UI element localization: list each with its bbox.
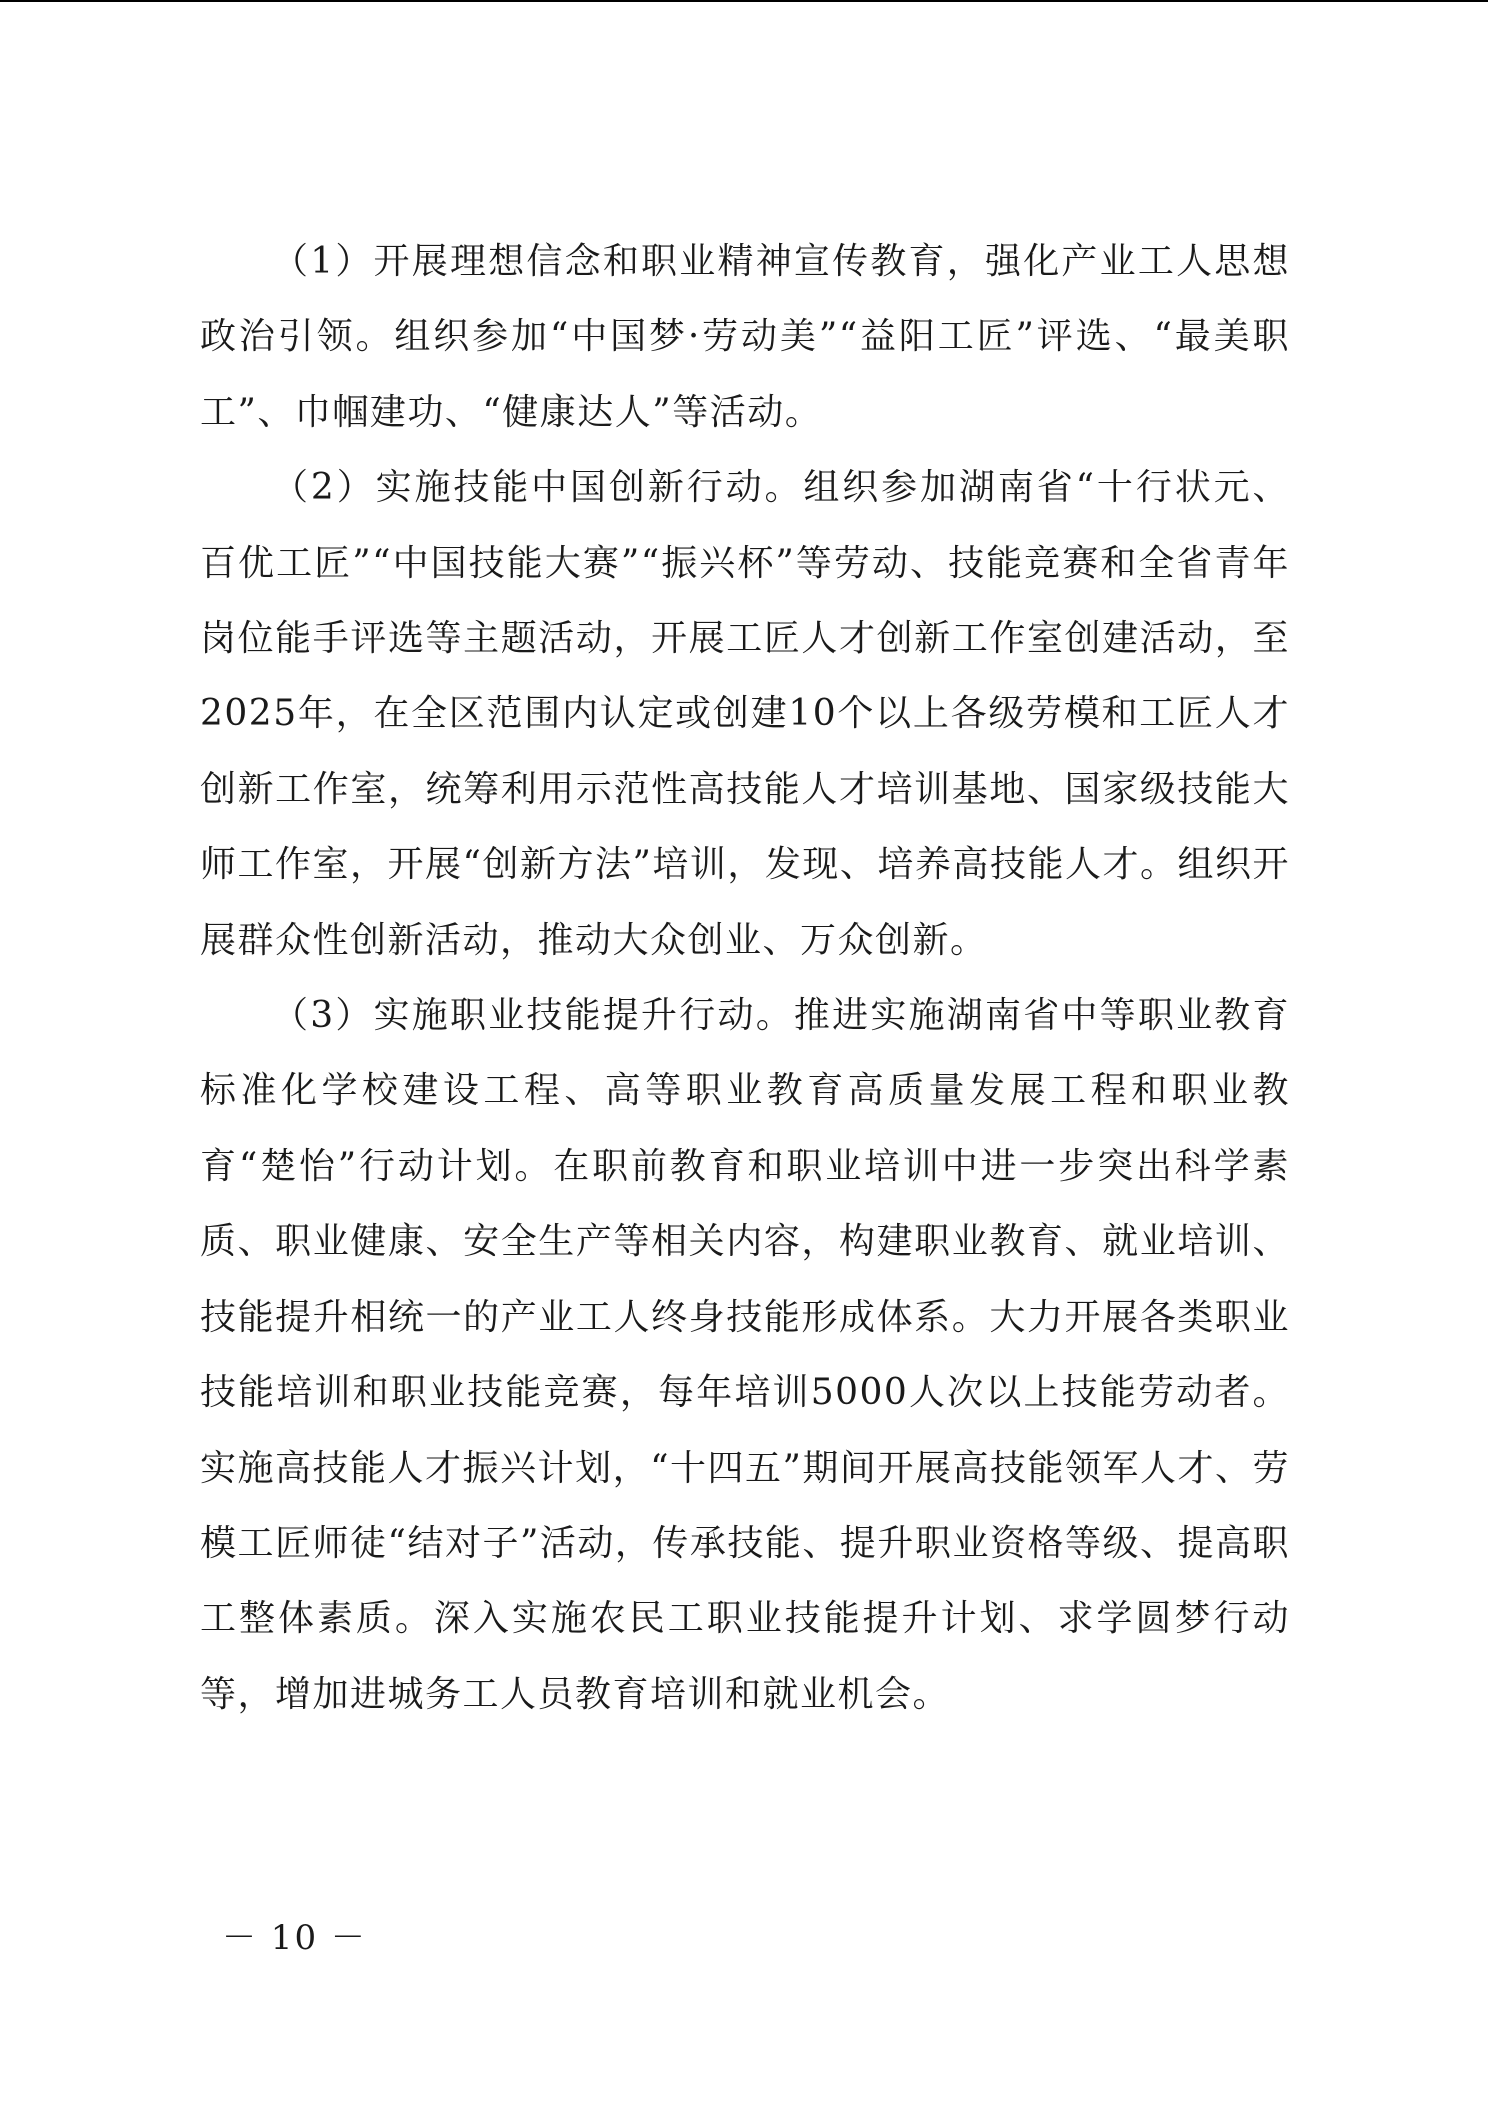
paragraph-3: （3）实施职业技能提升行动。推进实施湖南省中等职业教育标准化学校建设工程、高等职业教育高质量发展工程和职业教育“楚怡”行动计划。在职前教育和职业培训中进一步突出科学素质、职业健康、安全生产等相关内容，构建职业教育、就业培训、技能提升相统一的产业工人终身技能形成体系。大力开展各类职业技能培训和职业技能竞赛，每年培训5000人次以上技能劳动者。实施高技能人才振兴计划，“十四五”期间开展高技能领军人才、劳模工匠师徒“结对子”活动，传承技能、提升职业资格等级、提高职工整体素质。深入实施农民工职业技能提升计划、求学圆梦行动等，增加进城务工人员教育培训和就业机会。: [200, 995, 1290, 1715]
document-body: [200, 224, 1290, 1732]
paragraph-2: （2）实施技能中国创新行动。组织参加湖南省“十行状元、百优工匠”“中国技能大赛”“振兴杯”等劳动、技能竞赛和全省青年岗位能手评选等主题活动，开展工匠人才创新工作室创建活动，至2025年，在全区范围内认定或创建10个以上各级劳模和工匠人才创新工作室，统筹利用示范性高技能人才培训基地、国家级技能大师工作室，开展“创新方法”培训，发现、培养高技能人才。组织开展群众性创新活动，推动大众创业、万众创新。: [200, 467, 1290, 961]
page-number: － 10 －: [222, 1918, 367, 1958]
paragraph-1: （1）开展理想信念和职业精神宣传教育，强化产业工人思想政治引领。组织参加“中国梦·劳动美”“益阳工匠”评选、“最美职工”、巾帼建功、“健康达人”等活动。: [200, 241, 1290, 433]
